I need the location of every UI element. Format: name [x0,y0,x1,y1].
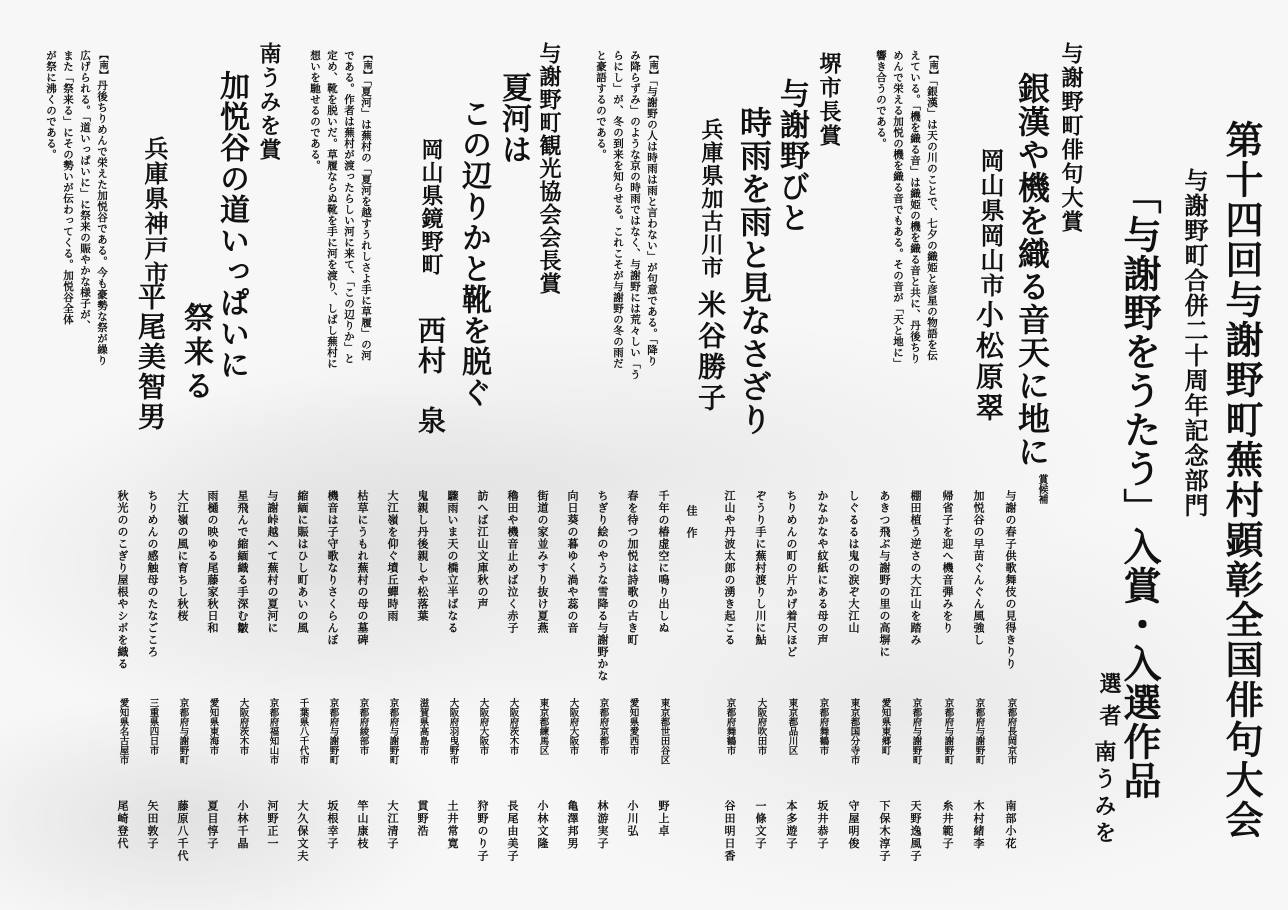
award-author-place: 兵庫県神戸市 [140,136,169,286]
candidate-entry [969,490,995,880]
entry-place: 大阪府大阪市 [567,698,579,755]
candidate-entry [906,490,932,880]
entry-place: 京都府長岡京市 [1005,698,1017,765]
comment-line: 丹後ちりめんで栄えた加悦谷である。今も豪勢な祭が繰り [96,80,108,366]
award-author-name: 平尾美智男 [134,282,167,432]
entry-haiku: 与謝の春子供歌舞伎の見得きりり [1004,490,1017,670]
comment-line: 「銀漢」は天の川のことで、七夕の織姫と彦星の物語を伝 [926,80,938,361]
entry-haiku: 穭田や機音止めば泣く赤子 [506,490,519,634]
entry-name: 糸井範子 [941,800,954,850]
comment-line: 「夏河」は蕪村の「夏河を越すうれしさよ手に草履」の河 [360,80,372,361]
comment-tag: 【南】 [647,50,658,80]
entry-haiku: 千年の椿虚空に鳴り出しぬ [657,490,670,634]
entry-haiku: ちりめんの感触母のたなごころ [146,490,159,658]
entry-name: 坂根幸子 [326,800,339,850]
entry-place: 京都府与謝野町 [387,698,399,765]
comment-line: が祭に沸くのである。 [45,50,57,160]
entry-place: 大阪府大阪市 [477,698,489,755]
award-comment [42,50,111,450]
award-author-name: 米谷勝子 [694,290,727,414]
comment-line: えている。「機を織る音」は織姫の機を織る音と共に、丹後ちり [909,50,921,364]
selected-entry [413,490,439,880]
theme-title: 「与謝野をうたう」入賞・入選作品 [1117,176,1162,800]
comment-line: 広げられる。「道いっぱいに」に祭来の賑やかな様子が、 [79,50,91,331]
award-comment [592,50,661,450]
entry-name: 林游実子 [596,800,609,850]
entry-haiku: ぞうり手に蕪村渡りし川に鮎 [754,490,767,646]
entry-name: 狩野のり子 [476,800,489,863]
award-haiku: 与謝野びと [774,78,809,233]
selected-entry [203,490,229,880]
entry-haiku: 春を待つ加悦は詩歌の古き町 [626,490,639,646]
selected-entry [443,490,469,880]
entry-name: 長尾由美子 [506,800,519,863]
selector-name: 南うみを [1091,740,1117,848]
entry-haiku: あきつ飛ぶ与謝野の里の高塀に [878,490,891,658]
award-haiku: 銀漢や機を織る音天に地に [1013,72,1051,468]
entry-haiku: 驟雨いま天の橋立半ばなる [446,490,459,634]
entry-name: 坂井恭子 [816,800,829,850]
entry-haiku: 加悦谷の早苗ぐんぐん風強し [972,490,985,646]
comment-line: と豪語するのである。 [595,50,607,160]
selected-entry [263,490,289,880]
entry-name: 土井常寛 [446,800,459,850]
award-haiku: この辺りかと靴を脱ぐ [456,98,491,408]
entry-haiku: 訪へば江山文庫秋の声 [476,490,489,610]
comment-line: 想いを馳せるのである。 [309,50,321,171]
selected-entry [473,490,499,880]
comment-line: らにし」が、冬の到来を知らせる。これこそが与謝野の冬の雨だ [612,50,624,369]
entry-haiku: 棚田植う逆さの大江山を踏み [909,490,922,646]
entry-place: 東京都世田谷区 [658,698,670,765]
comment-tag: 【南】 [361,50,372,80]
entry-haiku: 大江嶺の風に育ちし秋桜 [176,490,189,622]
selected-entry [173,490,199,880]
entry-name: 下保木淳子 [878,800,891,863]
comment-line: である。作者は蕪村が渡ったらしい河に来て、「この辺りか」と [343,50,355,364]
comment-line: み降らずみ」のような京の時雨ではなく、与謝野には荒々しい「う [629,50,641,380]
candidates-label: 賞候補 [1036,474,1047,504]
award-author-name: 小松原翠 [972,300,1005,424]
award-haiku: 祭来る [178,302,213,404]
entry-name: 夏目惇子 [206,800,219,850]
entry-haiku: 星飛んで縮緬織る手深む皺 [236,490,249,634]
entry-name: 一條文子 [754,800,767,850]
comment-line: また「祭来る」にその勢いが伝わってくる。加悦谷全体 [62,50,74,325]
entry-haiku: 向日葵の暮ゆく渦や蕊の音 [566,490,579,634]
entry-place: 京都府与謝野町 [327,698,339,765]
entry-name: 南部小花 [1004,800,1017,850]
entry-haiku: 機音は子守歌なりさくらんぼ [326,490,339,646]
entry-place: 愛知県愛西市 [627,698,639,755]
selected-entry [233,490,259,880]
award-author-place: 岡山県岡山市 [976,148,1005,298]
entry-name: 木村緒李 [972,800,985,850]
selected-entry [563,490,589,880]
candidate-entry [844,490,870,880]
entry-place: 愛知県東郷町 [879,698,891,755]
award-title: 堺市長賞 [816,52,842,148]
entry-place: 愛知県名古屋市 [117,698,129,765]
entry-haiku: しぐるるは鬼の涙ぞ大江山 [847,490,860,634]
entry-haiku: かなかなや紋紙にある母の声 [816,490,829,646]
candidate-entry [938,490,964,880]
entry-place: 京都府福知山市 [267,698,279,765]
entry-name: 貫野浩 [416,800,429,838]
entry-place: 京都府舞鶴市 [817,698,829,755]
entry-name: 小林文隆 [536,800,549,850]
award-author-place: 岡山県鏡野町 [418,138,444,276]
candidate-entry [720,490,746,880]
selector-label: 選者 [1096,672,1122,736]
selected-entry [623,490,649,880]
candidate-entry [751,490,777,880]
entry-name: 野上卓 [657,800,670,838]
entry-name: 尾崎登代 [116,800,129,850]
entry-haiku: 枯草にうもれ蕪村の母の墓碑 [356,490,369,646]
entry-name: 亀澤邦男 [566,800,579,850]
entry-haiku: 江山や丹波太郎の湧き起こる [723,490,736,646]
entry-place: 大阪府茨木市 [237,698,249,755]
entry-place: 京都府京都市 [597,698,609,755]
award-comment [306,50,375,450]
entry-haiku: ちりめんの町の片かげ着尺ほど [785,490,798,658]
award-haiku: 加悦谷の道いっぱいに [214,70,249,380]
entry-name: 守屋明俊 [847,800,860,850]
entry-haiku: 帰省子を迎へ機音弾みをり [941,490,954,634]
selected-entry [323,490,349,880]
page-subtitle: 与謝野町合併二十周年記念部門 [1180,168,1209,518]
selected-entry [113,490,139,880]
selected-entry [503,490,529,880]
entry-haiku: 街道の家並みすり抜け夏燕 [536,490,549,634]
entry-place: 滋賀県高島市 [417,698,429,755]
selected-label: 佳 作 [685,505,698,538]
award-haiku: 時雨を雨と見なさざり [735,106,773,436]
selected-entry [593,490,619,880]
entry-haiku: ちぎり絵のやうな雪降る与謝野かな [596,490,609,682]
entry-name: 本多遊子 [785,800,798,850]
entry-place: 京都府与謝野町 [942,698,954,765]
selected-entry [353,490,379,880]
candidate-entry [1001,490,1027,880]
award-title: 南うみを賞 [256,42,282,162]
entry-name: 大江清子 [386,800,399,850]
award-title: 与謝野町俳句大賞 [1058,42,1084,234]
entry-name: 大久保文夫 [296,800,309,863]
entry-place: 大阪府茨木市 [507,698,519,755]
entry-place: 大阪府吹田市 [755,698,767,755]
entry-place: 千葉県八千代市 [297,698,309,765]
entry-name: 小川弘 [626,800,639,838]
entry-haiku: 雨樋の映ゆる尾藤家秋日和 [206,490,219,634]
entry-place: 京都府与謝野町 [177,698,189,765]
entry-place: 東京都練馬区 [537,698,549,755]
entry-haiku: 鬼親し丹後親しや松落葉 [416,490,429,622]
candidate-entry [875,490,901,880]
entry-name: 天野逸風子 [909,800,922,863]
candidate-entry [782,490,808,880]
selected-entry [143,490,169,880]
candidate-entry [813,490,839,880]
award-comment [872,50,941,450]
entry-name: 藤原八千代 [176,800,189,863]
comment-line: 響き合うのである。 [875,50,887,149]
award-author-place: 兵庫県加古川市 [698,118,724,279]
entry-haiku: 秋光ののこぎり屋根やシボを織る [116,490,129,670]
entry-name: 小林千晶 [236,800,249,850]
selected-entry [383,490,409,880]
entry-place: 京都府与謝野町 [910,698,922,765]
award-author-name: 西村 泉 [414,316,447,436]
entry-place: 大阪府羽曳野市 [447,698,459,765]
entry-haiku: 縮緬に賑はひし町あいの風 [296,490,309,634]
selected-entry [654,490,680,880]
entry-place: 三重県四日市 [147,698,159,755]
entry-name: 河野正一 [266,800,279,850]
entry-place: 東京都品川区 [786,698,798,755]
entry-haiku: 大江嶺を仰ぐ墳丘蟬時雨 [386,490,399,622]
entry-place: 京都府綾部市 [357,698,369,755]
selected-entry [293,490,319,880]
page-title: 第十四回与謝野町蕪村顕彰全国俳句大会 [1219,120,1264,840]
entry-place: 京都府舞鶴市 [724,698,736,755]
entry-name: 谷田明日香 [723,800,736,863]
comment-line: 定め、靴を脱いだ。草履ならぬ靴を手に河を渡り、しばし蕪村に [326,50,338,369]
comment-tag: 【南】 [97,50,108,80]
award-title: 与謝野町観光協会会長賞 [536,42,562,295]
comment-line: 「与謝野の人は時雨は雨と言わない」が句意である。「降り [646,80,658,367]
entry-place: 東京都国分寺市 [848,698,860,765]
entry-haiku: 与謝峠越へて蕪村の夏河に [266,490,279,634]
comment-tag: 【南】 [927,50,938,80]
selected-entry [533,490,559,880]
entry-place: 愛知県東海市 [207,698,219,755]
award-haiku: 夏河は [496,72,531,165]
entry-place: 京都府与謝野町 [973,698,985,765]
entry-name: 竿山康枝 [356,800,369,850]
comment-line: めんで栄える加悦の機を織る音でもある。その音が「天と地に」 [892,50,904,369]
entry-name: 矢田敦子 [146,800,159,850]
